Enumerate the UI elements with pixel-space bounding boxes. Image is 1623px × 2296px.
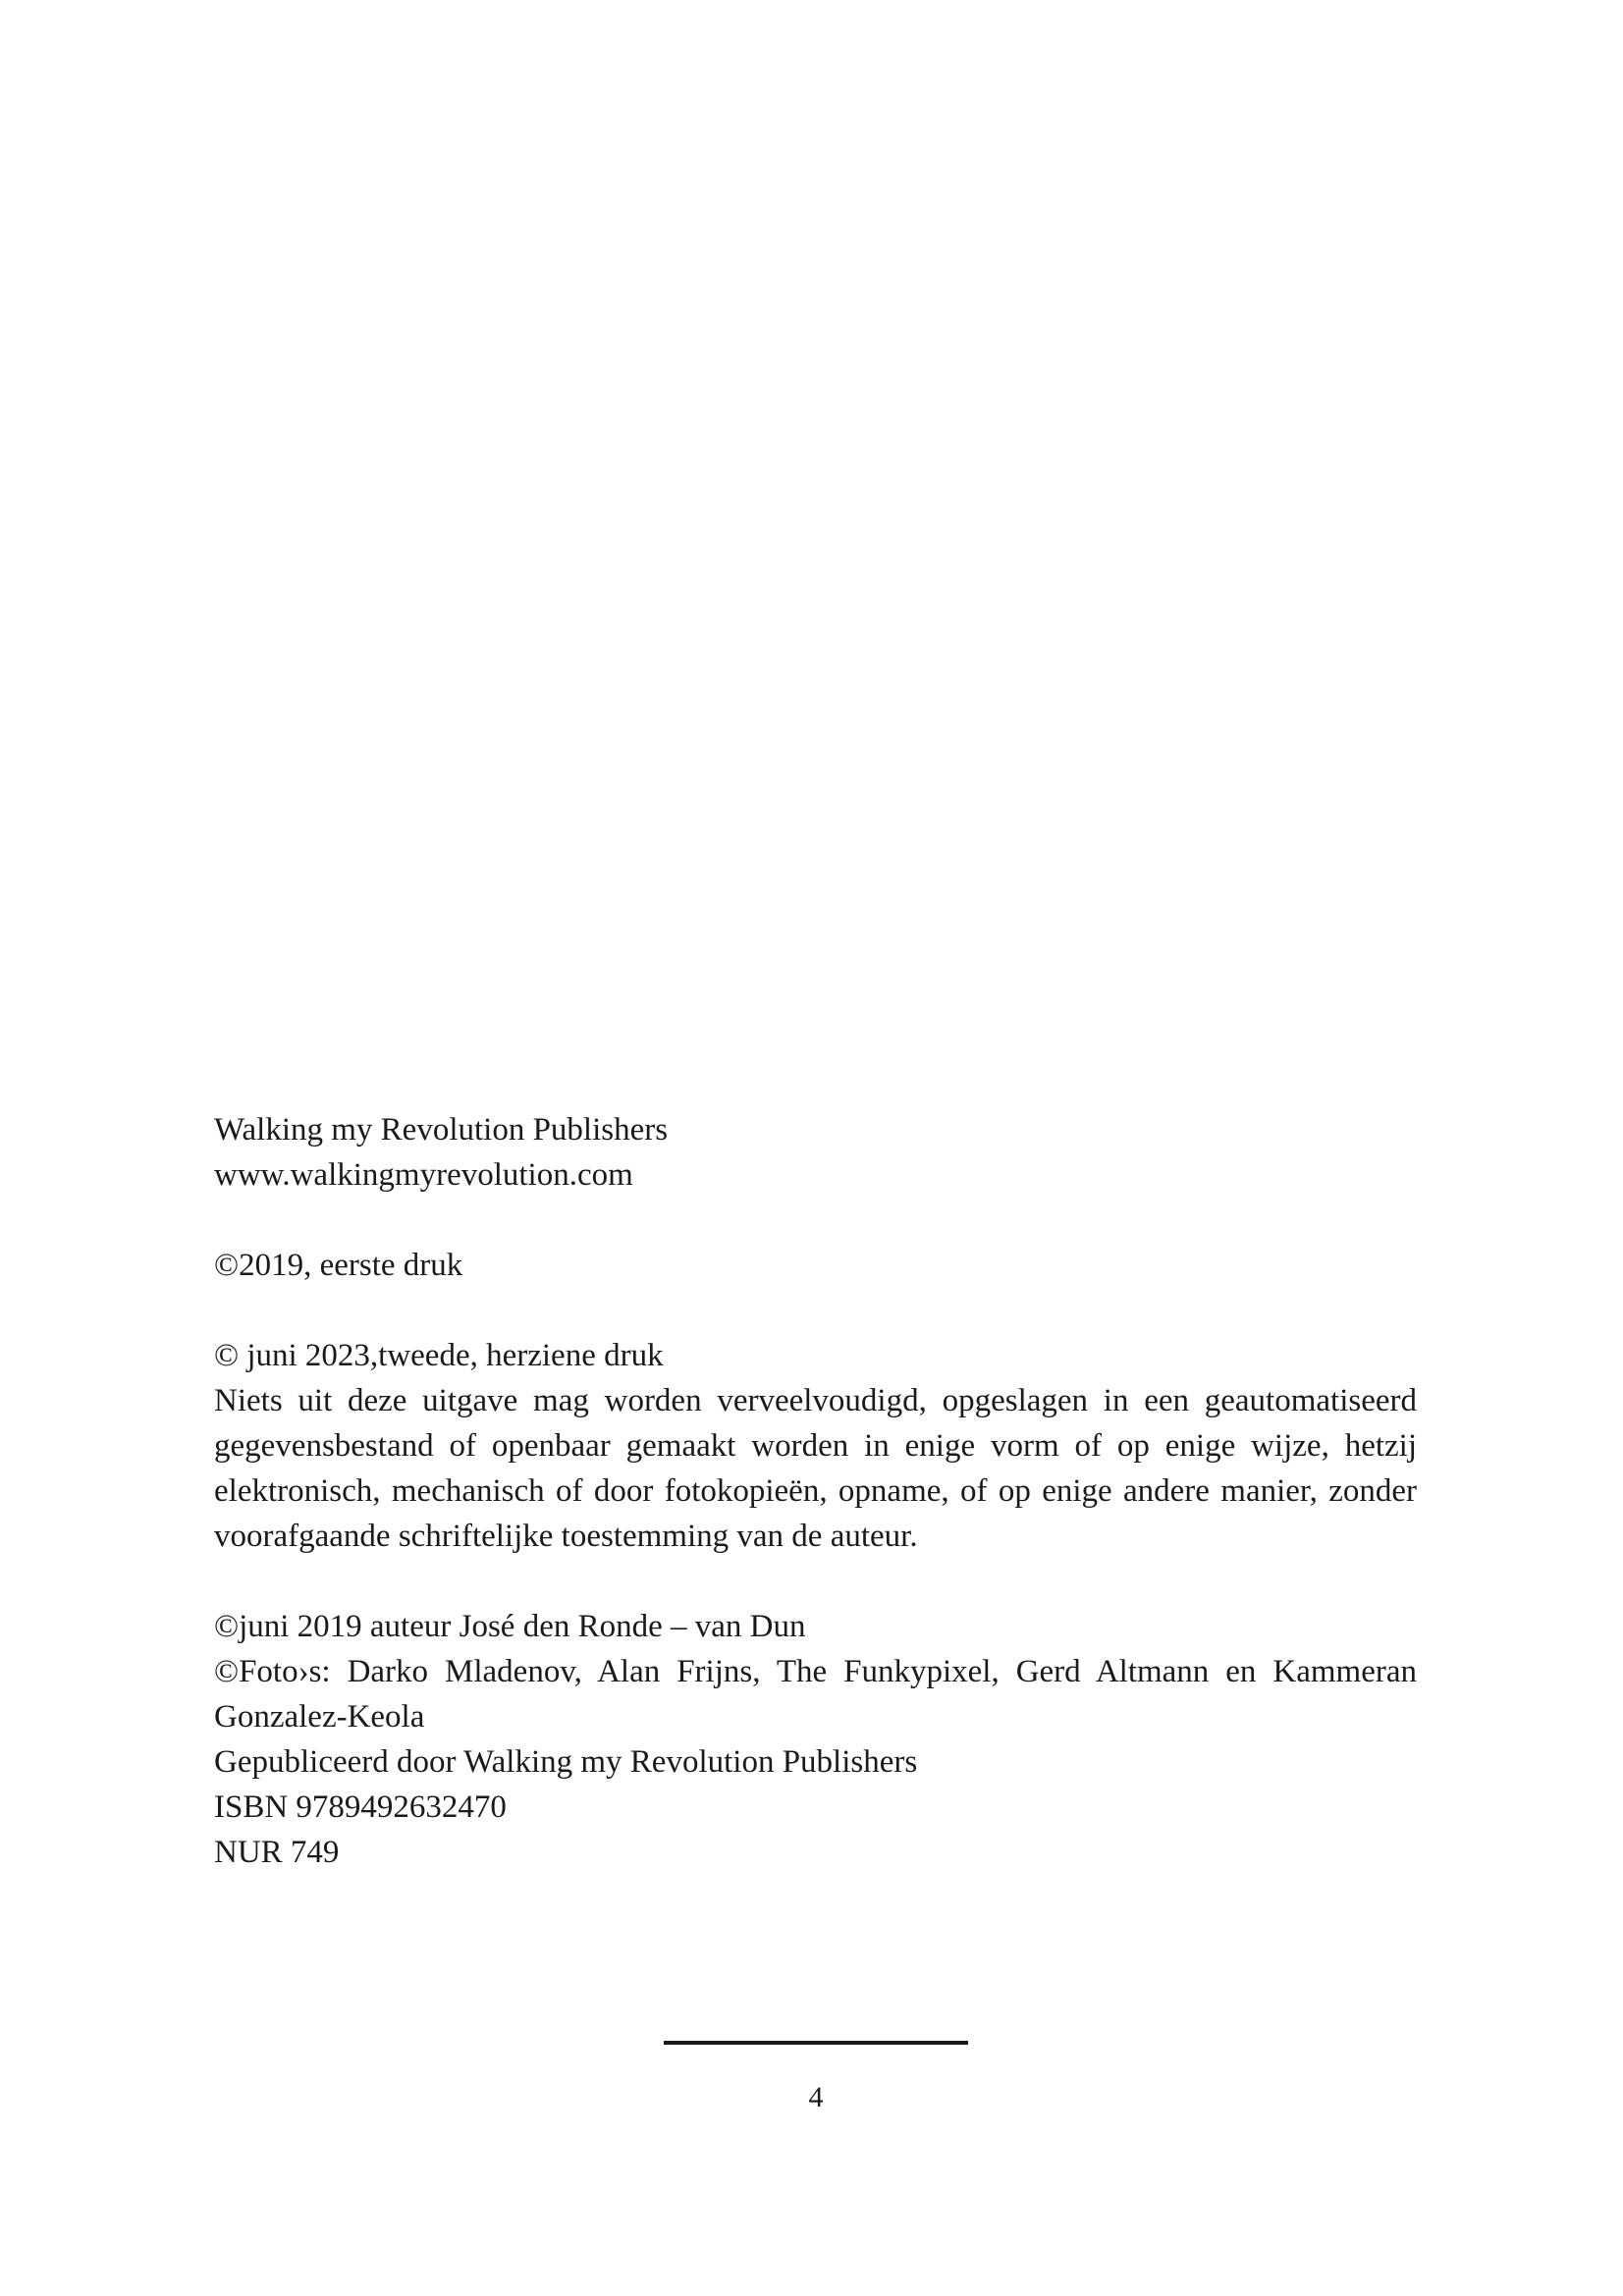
published-by-line: Gepubliceerd door Walking my Revolution Publishers (214, 1744, 918, 1780)
isbn-line: ISBN 9789492632470 (214, 1789, 507, 1825)
first-edition-line: ©2019, eerste druk (214, 1248, 463, 1283)
imprint-block (214, 1107, 1417, 1875)
photo-credits: ©Foto›s: Darko Mladenov, Alan Frijns, The Funkypixel, Gerd Altmann en Kammeran Gonzalez-Keola (214, 1654, 1417, 1735)
spacer (214, 1559, 1417, 1604)
second-edition-line: © juni 2023,tweede, herziene druk (214, 1338, 664, 1373)
spacer (214, 1198, 1417, 1243)
publisher-name: Walking my Revolution Publishers (214, 1112, 669, 1148)
page-number: 4 (808, 2081, 824, 2113)
nur-line: NUR 749 (214, 1835, 340, 1870)
rights-notice: Niets uit deze uitgave mag worden verveelvoudigd, opgeslagen in een geautomatiseerd gegevensbestand of openbaar gemaakt worden in enige vorm of op enige wijze, hetzij elektronisch, mechanisch of door fotokopieën, opname, of op enige andere manier, zonder voorafgaande schriftelijke toestemming van de auteur. (214, 1383, 1417, 1554)
publisher-website: www.walkingmyrevolution.com (214, 1157, 633, 1193)
spacer (214, 1288, 1417, 1333)
author-copyright: ©juni 2019 auteur José den Ronde – van Dun (214, 1609, 806, 1644)
footer-rule (664, 2041, 968, 2045)
